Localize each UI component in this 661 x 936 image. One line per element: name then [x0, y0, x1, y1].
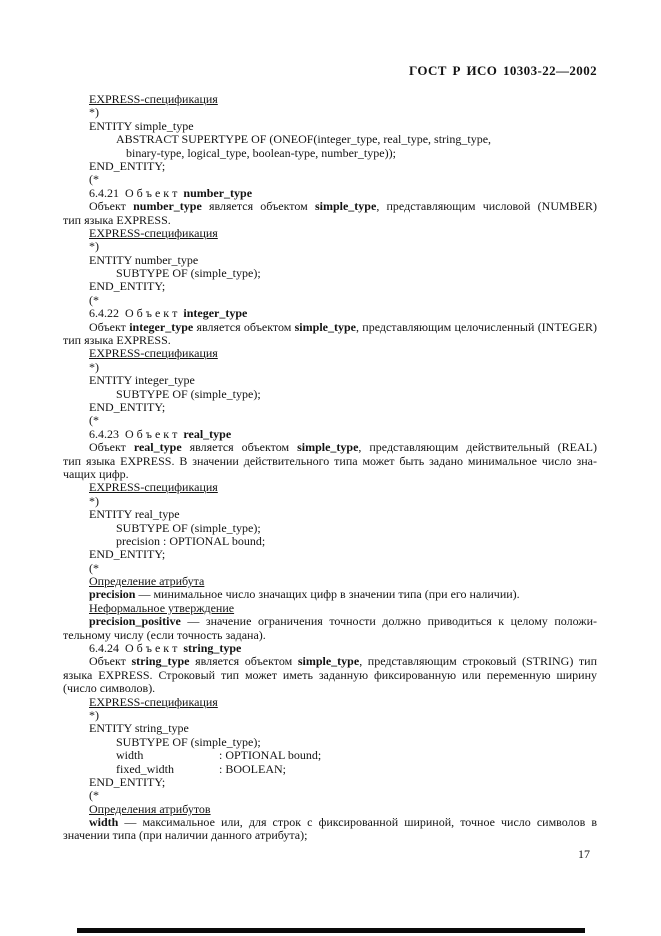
- text-run: 6.4.21 О б ъ е к т: [89, 185, 184, 200]
- text-run: *): [89, 239, 99, 254]
- paragraph-line: [63, 629, 597, 642]
- emphasized-term: integer_type: [129, 319, 194, 334]
- text-run: — максимальное или, для строк с фиксированной шириной, точное число символов в: [118, 815, 597, 830]
- text-run: EXPRESS-спецификация: [89, 694, 218, 709]
- code-line: [63, 495, 597, 508]
- paragraph-line: [63, 455, 597, 468]
- code-line: [63, 147, 597, 160]
- text-run: является объектом: [189, 654, 298, 669]
- text-run: : BOOLEAN;: [219, 761, 286, 776]
- text-run: END_ENTITY;: [89, 279, 166, 294]
- code-line: [63, 722, 597, 735]
- paragraph-line: [63, 829, 597, 842]
- text-run: 6.4.23 О б ъ е к т: [89, 426, 184, 441]
- text-run: — значение ограничения точности должно приводиться к целому положи-: [180, 614, 597, 629]
- document-body: [63, 93, 597, 843]
- text-run: ENTITY integer_type: [89, 373, 195, 388]
- scan-artifact-bar: [77, 928, 585, 933]
- paragraph-line: [63, 200, 597, 213]
- text-run: , представляющим строковый (STRING) тип: [359, 654, 598, 669]
- paragraph-line: [63, 214, 597, 227]
- text-run: (*: [89, 292, 99, 307]
- paragraph-line: [63, 588, 597, 601]
- text-run: EXPRESS-спецификация: [89, 92, 218, 106]
- text-run: тип языка EXPRESS. В значении действительного типа может быть задано минимальное число зна-: [63, 453, 597, 468]
- underlined-subheading: [63, 803, 597, 816]
- text-run: binary-type, logical_type, boolean-type, number_type));: [126, 145, 396, 160]
- text-run: EXPRESS-спецификация: [89, 346, 218, 361]
- emphasized-term: precision: [89, 587, 136, 602]
- emphasized-term: number_type: [133, 199, 202, 214]
- text-run: (число символов).: [63, 681, 156, 696]
- text-run: EXPRESS-спецификация: [89, 480, 218, 495]
- text-run: width: [116, 748, 144, 763]
- text-run: , представляющим числовой (NUMBER): [376, 199, 597, 214]
- paragraph-line: [63, 816, 597, 829]
- underlined-subheading: [63, 93, 597, 106]
- section-heading: [63, 187, 597, 200]
- text-run: END_ENTITY;: [89, 774, 166, 789]
- text-run: 6.4.22 О б ъ е к т: [89, 306, 184, 321]
- code-line: [63, 280, 597, 293]
- code-line: [63, 374, 597, 387]
- text-run: тип языка EXPRESS.: [63, 333, 171, 348]
- text-run: ENTITY simple_type: [89, 118, 194, 133]
- code-line: [63, 508, 597, 521]
- code-line: [63, 522, 597, 535]
- paragraph-line: [63, 615, 597, 628]
- text-run: ENTITY real_type: [89, 507, 180, 522]
- code-line: [63, 106, 597, 119]
- emphasized-term: precision_positive: [89, 614, 181, 629]
- text-run: является объектом: [201, 199, 315, 214]
- underlined-subheading: [63, 696, 597, 709]
- text-run: SUBTYPE OF (simple_type);: [116, 266, 261, 281]
- emphasized-term: integer_type: [183, 306, 248, 321]
- text-run: Объект: [89, 319, 130, 334]
- text-run: (*: [89, 413, 99, 428]
- text-run: (*: [89, 788, 99, 803]
- text-run: (*: [89, 560, 99, 575]
- code-line: [63, 562, 597, 575]
- text-run: ABSTRACT SUPERTYPE OF (ONEOF(integer_type, real_type, string_type,: [116, 132, 492, 147]
- code-line: [63, 789, 597, 802]
- text-run: fixed_width: [116, 761, 174, 776]
- underlined-subheading: [63, 602, 597, 615]
- paragraph-line: [63, 468, 597, 481]
- code-line: [63, 133, 597, 146]
- paragraph-line: [63, 321, 597, 334]
- emphasized-term: string_type: [131, 654, 190, 669]
- text-run: является объектом: [193, 319, 295, 334]
- emphasized-term: simple_type: [314, 199, 377, 214]
- code-line: [63, 535, 597, 548]
- underlined-subheading: [63, 227, 597, 240]
- paragraph-line: [63, 682, 597, 695]
- emphasized-term: real_type: [183, 426, 232, 441]
- paragraph-line: [63, 334, 597, 347]
- emphasized-term: number_type: [183, 185, 253, 200]
- text-run: является объектом: [181, 440, 298, 455]
- text-run: Объект: [89, 654, 132, 669]
- underlined-subheading: [63, 347, 597, 360]
- code-line: [63, 254, 597, 267]
- text-run: : OPTIONAL bound;: [219, 748, 322, 763]
- text-run: EXPRESS-спецификация: [89, 225, 218, 240]
- text-run: SUBTYPE OF (simple_type);: [116, 386, 261, 401]
- section-heading: [63, 642, 597, 655]
- code-line: [63, 388, 597, 401]
- paragraph-line: [63, 655, 597, 668]
- code-line: [63, 776, 597, 789]
- text-run: *): [89, 359, 99, 374]
- code-line: [63, 736, 597, 749]
- text-run: SUBTYPE OF (simple_type);: [116, 520, 261, 535]
- text-run: Определения атрибутов: [89, 801, 211, 816]
- section-heading: [63, 428, 597, 441]
- text-run: END_ENTITY;: [89, 158, 166, 173]
- text-run: тельному числу (если точность задана).: [63, 627, 266, 642]
- text-run: , представляющим целочисленный (INTEGER): [355, 319, 598, 334]
- code-line: [63, 401, 597, 414]
- text-run: языка EXPRESS. Строковый тип может иметь заданную фиксированную или переменную ширину: [63, 667, 597, 682]
- text-run: END_ENTITY;: [89, 547, 166, 562]
- text-run: precision : OPTIONAL bound;: [116, 533, 266, 548]
- text-run: Определение атрибута: [89, 574, 205, 589]
- paragraph-line: [63, 669, 597, 682]
- code-line: [63, 267, 597, 280]
- paragraph-line: [63, 441, 597, 454]
- section-heading: [63, 307, 597, 320]
- text-run: ENTITY number_type: [89, 252, 199, 267]
- emphasized-term: simple_type: [297, 654, 360, 669]
- text-run: *): [89, 493, 99, 508]
- text-run: SUBTYPE OF (simple_type);: [116, 734, 261, 749]
- text-run: чащих цифр.: [63, 466, 129, 481]
- underlined-subheading: [63, 481, 597, 494]
- text-run: (*: [89, 172, 99, 187]
- emphasized-term: simple_type: [297, 440, 359, 455]
- text-run: , представляющим действительный (REAL): [358, 440, 598, 455]
- text-run: Объект: [89, 199, 134, 214]
- code-line: [63, 763, 597, 776]
- standard-code-header: ГОСТ Р ИСО 10303-22—2002: [408, 63, 597, 78]
- underlined-subheading: [63, 575, 597, 588]
- code-line: [63, 749, 597, 762]
- text-run: *): [89, 105, 99, 120]
- code-line: [63, 294, 597, 307]
- text-run: Неформальное утверждение: [89, 600, 235, 615]
- code-line: [63, 120, 597, 133]
- text-run: ENTITY string_type: [89, 721, 189, 736]
- emphasized-term: string_type: [183, 641, 242, 656]
- code-line: [63, 548, 597, 561]
- emphasized-term: real_type: [133, 440, 182, 455]
- text-run: *): [89, 707, 99, 722]
- code-line: [63, 414, 597, 427]
- text-run: Объект: [89, 440, 134, 455]
- text-run: — минимальное число значащих цифр в значении типа (при его наличии).: [135, 587, 520, 602]
- text-run: значении типа (при наличии данного атрибута);: [63, 828, 308, 843]
- emphasized-term: width: [89, 815, 119, 830]
- page-number: 17: [578, 847, 590, 861]
- text-run: тип языка EXPRESS.: [63, 212, 171, 227]
- code-line: [63, 240, 597, 253]
- code-line: [63, 361, 597, 374]
- emphasized-term: simple_type: [294, 319, 356, 334]
- code-line: [63, 173, 597, 186]
- code-line: [63, 160, 597, 173]
- text-run: 6.4.24 О б ъ е к т: [89, 641, 184, 656]
- code-line: [63, 709, 597, 722]
- text-run: END_ENTITY;: [89, 399, 166, 414]
